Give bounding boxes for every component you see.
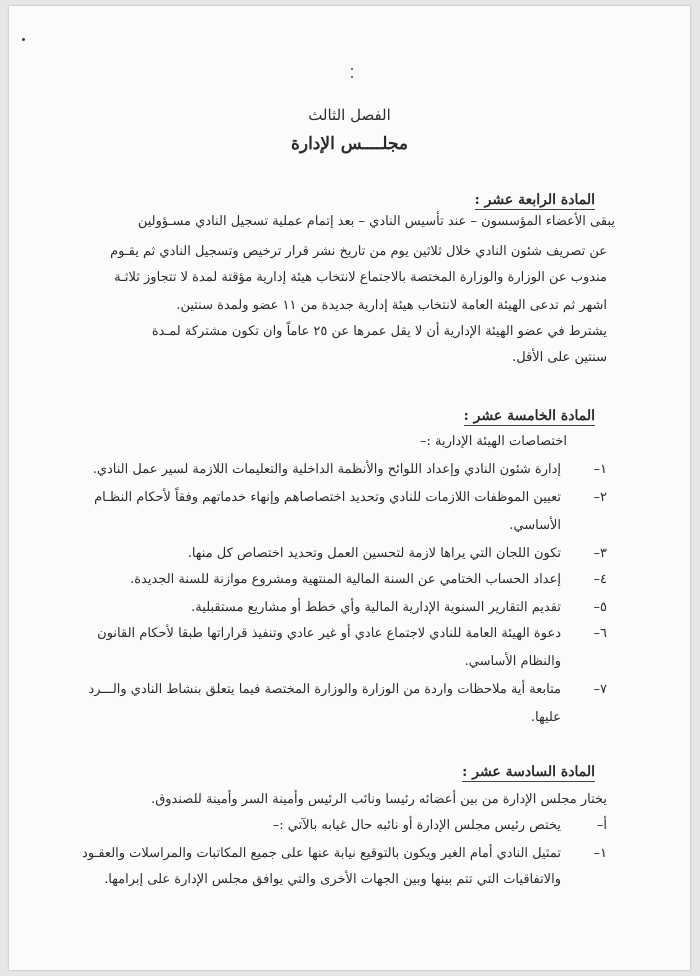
- list-item-number: ٣–: [593, 546, 607, 561]
- list-item-number: ٢–: [593, 490, 607, 505]
- article-15-intro: اختصاصات الهيئة الإدارية :–: [420, 434, 567, 449]
- list-item-text: تكون اللجان التي يراها لازمة لتحسين العمل وتحديد اختصاص كل منها.: [187, 546, 561, 561]
- list-item-continuation: والنظام الأساسي.: [464, 654, 561, 669]
- article-16-intro: يختار مجلس الإدارة من بين أعضائه رئيسا ونائب الرئيس وأمينة السر وأمينة للصندوق.: [151, 792, 607, 807]
- list-item-text: تمثيل النادي أمام الغير ويكون بالتوقيع نيابة عنها على جميع المكاتبات والمراسلات والعقـود: [82, 846, 561, 861]
- list-item-continuation: والاتفاقيات التي تتم بينها وبين الجهات الأخرى والتي يوافق مجلس الإدارة على إبرامها.: [104, 872, 561, 887]
- section-title: مجلــــس الإدارة: [290, 134, 409, 154]
- list-item-text: يختص رئيس مجلس الإدارة أو نائبه حال غيابه بالآتي :–: [272, 818, 561, 833]
- list-item: [129, 818, 607, 833]
- list-item-continuation: عليها.: [530, 710, 561, 725]
- paragraph-line: سنتين على الأقل.: [512, 350, 607, 365]
- list-item-text: دعوة الهيئة العامة للنادي لاجتماع عادي أو غير عادي وتنفيذ قراراتها طبقا لأحكام القانون: [97, 626, 561, 641]
- list-item-text: متابعة أية ملاحظات واردة من الوزارة والوزارة المختصة فيما يتعلق بنشاط النادي والـــرد: [88, 682, 561, 697]
- list-item: [129, 546, 607, 561]
- scan-mark: [351, 76, 353, 78]
- article-15-heading: المادة الخامسة عشر :: [463, 408, 595, 424]
- article-14-heading: المادة الرابعة عشر :: [474, 192, 595, 208]
- list-item: [94, 490, 607, 505]
- paragraph-line: يشترط في عضو الهيئة الإدارية أن لا يقل عمرها عن ٢٥ عاماً وان تكون مشتركة لمـدة: [151, 324, 607, 339]
- list-item-number: ١–: [593, 462, 607, 477]
- list-item: [129, 600, 607, 615]
- paragraph-line: يبقى الأعضاء المؤسسون – عند تأسيس النادي – بعد إتمام عملية تسجيل النادي مسـؤولين: [137, 214, 615, 229]
- list-item: [97, 626, 607, 641]
- list-item-text: إعداد الحساب الختامي عن السنة المالية المنتهية ومشروع موازنة للسنة الجديدة.: [130, 572, 561, 587]
- list-item: [92, 462, 607, 477]
- list-item-number: ٥–: [593, 600, 607, 615]
- paragraph-line: عن تصريف شئون النادي خلال ثلاثين يوم من تاريخ نشر قرار ترخيص وتسجيل النادي ثم يقـوم: [110, 244, 607, 259]
- list-item-text: إدارة شئون النادي وإعداد اللوائح والأنظمة الداخلية والتعليمات اللازمة لسير عمل النادي.: [92, 462, 561, 477]
- list-item-number: أ–: [596, 818, 607, 833]
- list-item: [88, 682, 607, 697]
- paragraph-line: مندوب عن الوزارة والوزارة المختصة بالاجتماع لانتخاب هيئة إدارية مؤقتة لمدة لا تتجاوز ثلاثـة: [114, 270, 607, 285]
- document-page: [9, 6, 690, 970]
- list-item-continuation: الأساسي.: [509, 518, 561, 533]
- list-item-number: ٧–: [593, 682, 607, 697]
- list-item-text: تقديم التقارير السنوية الإدارية المالية وأي خطط أو مشاريع مستقبلية.: [191, 600, 561, 615]
- list-item-number: ١–: [593, 846, 607, 861]
- chapter-title: الفصل الثالث: [308, 106, 391, 124]
- list-item: [82, 846, 607, 861]
- list-item-text: تعيين الموظفات اللازمات للنادي وتحديد اختصاصاهم وإنهاء خدماتهم وفقاً لأحكام النظـام: [94, 490, 561, 505]
- paragraph-line: اشهر ثم تدعى الهيئة العامة لانتخاب هيئة إدارية جديدة من ١١ عضو ولمدة سنتين.: [176, 298, 607, 313]
- scan-mark: [22, 38, 25, 41]
- list-item: [129, 572, 607, 587]
- list-item-number: ٦–: [593, 626, 607, 641]
- list-item-number: ٤–: [593, 572, 607, 587]
- scan-mark: [351, 68, 353, 70]
- article-16-heading: المادة السادسة عشر :: [462, 764, 595, 780]
